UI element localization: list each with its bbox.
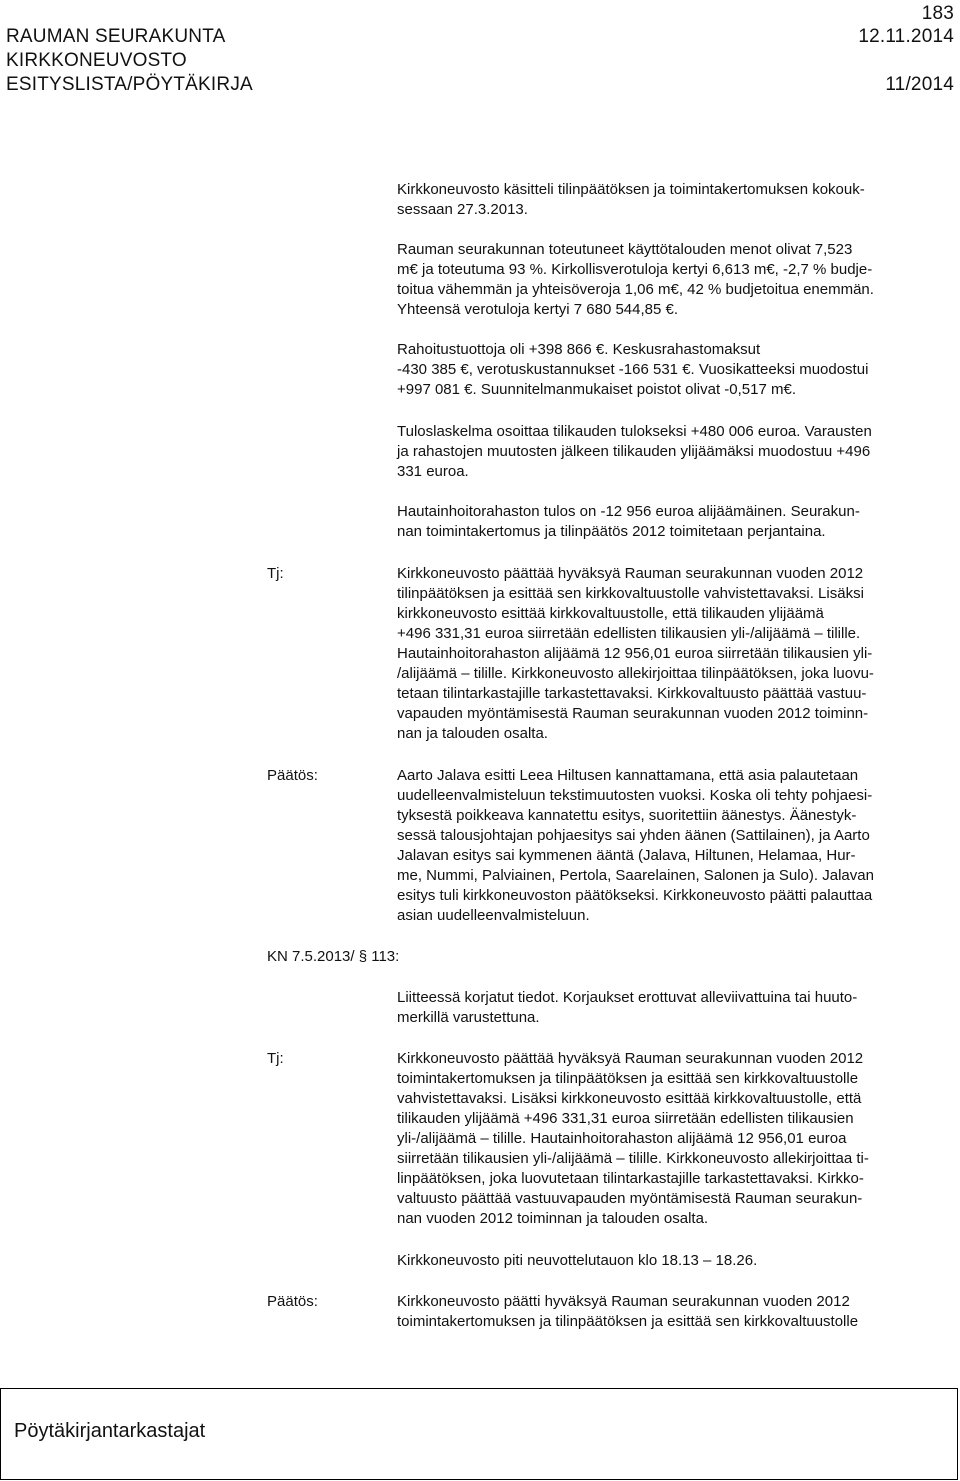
paragraph-corrections [397, 988, 957, 1028]
paragraph-expenses [397, 240, 957, 320]
text-line: vapauden myöntämisestä Rauman seurakunnan vuoden 2012 toiminn- [397, 705, 869, 722]
text-line: esitys tuli kirkkoneuvoston päätökseksi. Kirkkoneuvosto päätti palauttaa [397, 887, 873, 904]
text-line: tilinpäätöksen ja esittää sen kirkkovaltuustolle vahvistettavaksi. Lisäksi [397, 585, 864, 602]
text-line: vahvistettavaksi. Lisäksi kirkkoneuvosto esittää kirkkovaltuustolle, että [397, 1090, 862, 1107]
section-reference: KN 7.5.2013/ § 113: [267, 948, 400, 965]
text-line: asian uudelleenvalmisteluun. [397, 907, 590, 924]
text-line: yli-/alijäämä – tilille. Hautainhoitorahaston alijäämä 12 956,01 euroa [397, 1130, 847, 1147]
paragraph-proposal [397, 564, 957, 744]
text-line: siirretään tilikausien yli-/alijäämä – tilille. Kirkkoneuvosto allekirjoittaa ti- [397, 1150, 869, 1167]
paragraph-decision [397, 1292, 957, 1332]
text-line: Rauman seurakunnan toteutuneet käyttötalouden menot olivat 7,523 [397, 241, 853, 258]
paragraph-cemetery-fund [397, 502, 957, 542]
issue-number: 11/2014 [885, 74, 954, 95]
text-line: Hautainhoitorahaston alijäämä 12 956,01 euroa siirretään tilikausien yli- [397, 645, 873, 662]
text-line: 331 euroa. [397, 463, 469, 480]
text-line: -430 385 €, verotuskustannukset -166 531 €. Vuosikatteeksi muodostui [397, 361, 869, 378]
text-line: nan vuoden 2012 toiminnan ja talouden osalta. [397, 1210, 709, 1227]
text-line: Kirkkoneuvosto päättää hyväksyä Rauman seurakunnan vuoden 2012 [397, 1050, 864, 1067]
text-line: Kirkkoneuvosto päättää hyväksyä Rauman seurakunnan vuoden 2012 [397, 565, 864, 582]
text-line: Kirkkoneuvosto piti neuvottelutauon klo 18.13 – 18.26. [397, 1252, 758, 1269]
text-line: tyksestä poikkeava kannatettu esitys, suoritettiin äänestys. Äänestyk- [397, 807, 857, 824]
text-line: Aarto Jalava esitti Leea Hiltusen kannattamana, että asia palautetaan [397, 767, 859, 784]
text-line: Rahoitustuottoja oli +398 866 €. Keskusrahastomaksut [397, 341, 761, 358]
paragraph-income-statement [397, 422, 957, 482]
text-line: +496 331,31 euroa siirretään edellisten tilikausien yli-/alijäämä – tilille. [397, 625, 861, 642]
text-line: Kirkkoneuvosto päätti hyväksyä Rauman seurakunnan vuoden 2012 [397, 1293, 850, 1310]
text-line: valtuusto päättää vastuuvapauden myöntämisestä Rauman seurakun- [397, 1190, 863, 1207]
text-line: Hautainhoitorahaston tulos on -12 956 euroa alijäämäinen. Seurakun- [397, 503, 860, 520]
text-line: Jalavan esitys sai kymmenen ääntä (Jalava, Hiltunen, Helamaa, Hur- [397, 847, 856, 864]
paragraph-recess [397, 1251, 957, 1271]
footer-label: Pöytäkirjantarkastajat [14, 1420, 206, 1442]
text-line: /alijäämä – tilille. Kirkkoneuvosto allekirjoittaa tilinpäätöksen, joka luovu- [397, 665, 874, 682]
paragraph-review [397, 180, 957, 220]
text-line: toimintakertomuksen ja tilinpäätöksen ja esittää sen kirkkovaltuustolle [397, 1070, 859, 1087]
text-line: kirkkoneuvosto esittää kirkkovaltuustolle, että tilikauden ylijäämä [397, 605, 824, 622]
organization-name: RAUMAN SEURAKUNTA [6, 26, 226, 47]
text-line: me, Nummi, Palviainen, Pertola, Saarelainen, Salonen ja Sulo). Jalavan [397, 867, 874, 884]
paragraph-proposal [397, 1049, 957, 1229]
text-line: ja rahastojen muutosten jälkeen tilikauden ylijäämäksi muodostuu +496 [397, 443, 871, 460]
text-line: Liitteessä korjatut tiedot. Korjaukset erottuvat alleviivattuina tai huuto- [397, 989, 858, 1006]
meeting-date: 12.11.2014 [858, 26, 954, 47]
text-line: toitua vähemmän ja yhteisöveroja 1,06 m€, 42 % budjetoitua enemmän. [397, 281, 874, 298]
text-line: uudelleenvalmisteluun tekstimuutosten vuoksi. Koska oli tehty pohjaesi- [397, 787, 873, 804]
text-line: toimintakertomuksen ja tilinpäätöksen ja esittää sen kirkkovaltuustolle [397, 1313, 859, 1330]
text-line: nan ja talouden osalta. [397, 725, 548, 742]
text-line: Tuloslaskelma osoittaa tilikauden tulokseksi +480 006 euroa. Varausten [397, 423, 872, 440]
text-line: merkillä varustettuna. [397, 1009, 540, 1026]
page-number: 183 [921, 3, 954, 24]
decision-label: Päätös: [267, 1293, 318, 1310]
text-line: m€ ja toteutuma 93 %. Kirkollisverotuloja kertyi 6,613 m€, -2,7 % budje- [397, 261, 873, 278]
text-line: tilikauden ylijäämä +496 331,31 euroa siirretään edellisten tilikausien [397, 1110, 854, 1127]
document-type: ESITYSLISTA/PÖYTÄKIRJA [6, 74, 253, 95]
text-line: Yhteensä verotuloja kertyi 7 680 544,85 €. [397, 301, 679, 318]
paragraph-financing [397, 340, 957, 400]
text-line: sessä talousjohtajan pohjaesitys sai yhden äänen (Sattilainen), ja Aarto [397, 827, 870, 844]
decision-label: Päätös: [267, 767, 318, 784]
text-line: +997 081 €. Suunnitelmanmukaiset poistot olivat -0,517 m€. [397, 381, 796, 398]
proposal-label: Tj: [267, 1050, 284, 1067]
body-name: KIRKKONEUVOSTO [6, 50, 187, 71]
paragraph-decision [397, 766, 957, 926]
text-line: sessaan 27.3.2013. [397, 201, 528, 218]
proposal-label: Tj: [267, 565, 284, 582]
text-line: linpäätöksen, joka luovutetaan tilintarkastajille tarkastettavaksi. Kirkko- [397, 1170, 864, 1187]
text-line: tetaan tilintarkastajille tarkastettavaksi. Kirkkovaltuusto päättää vastuu- [397, 685, 867, 702]
text-line: Kirkkoneuvosto käsitteli tilinpäätöksen ja toimintakertomuksen kokouk- [397, 181, 865, 198]
text-line: nan toimintakertomus ja tilinpäätös 2012 toimitetaan perjantaina. [397, 523, 826, 540]
